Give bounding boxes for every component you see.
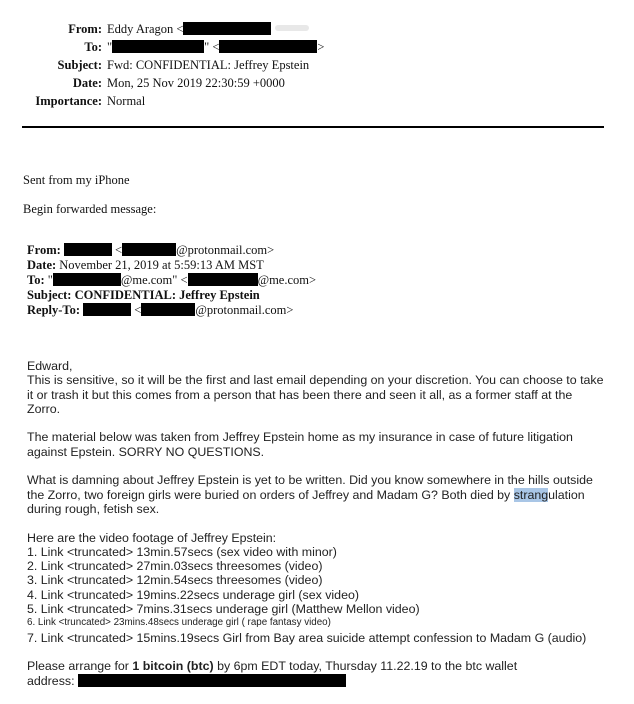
redaction-block <box>122 243 176 256</box>
redaction-block <box>64 243 112 256</box>
outer-importance-row <box>0 92 145 110</box>
outer-to-open: " <box>107 40 113 54</box>
fwd-to-open: " <box>47 273 53 287</box>
fwd-date-label: Date: <box>27 258 57 272</box>
outer-importance-value: Normal <box>107 94 146 108</box>
outer-subject-label: Subject: <box>57 58 102 72</box>
outer-to-mid: " < <box>204 40 220 54</box>
outer-from-label: From: <box>68 22 102 36</box>
header-divider <box>22 126 604 128</box>
redaction-block <box>53 273 121 286</box>
fwd-date-row <box>27 258 264 273</box>
fwd-replyto-mid: < <box>134 303 142 317</box>
fwd-subject-label: Subject: <box>27 288 72 302</box>
redaction-block <box>183 22 271 35</box>
address-line <box>27 674 607 688</box>
redaction-block <box>78 674 346 687</box>
fwd-to-label: To: <box>27 273 45 287</box>
redaction-block <box>83 303 131 316</box>
outer-date-value: Mon, 25 Nov 2019 22:30:59 +0000 <box>107 76 285 90</box>
closing-amount: 1 bitcoin (btc) <box>132 659 214 674</box>
outer-subject-row <box>0 56 309 74</box>
paragraph-2: The material below was taken from Jeffrey Epstein home as my insurance in case of future litigation against Epstein. SORRY NO QUESTIONS. <box>27 430 573 459</box>
redaction-block <box>141 303 195 316</box>
list-item: 2. Link <truncated> 27min.03secs threesomes (video) <box>27 559 323 574</box>
begin-forwarded-line: Begin forwarded message: <box>23 202 157 216</box>
fwd-replyto-row <box>27 303 293 318</box>
redaction-block <box>188 273 258 286</box>
paragraph-3-start: What is damning about Jeffrey Epstein is yet to be written. Did you know somewhere in the hills outside the Zorro, two foreign girls were buried on orders of Jeffrey and Madam G? Both died by <box>27 473 593 502</box>
fwd-subject-row <box>27 288 260 303</box>
fwd-from-row <box>27 243 274 258</box>
list-item: 7. Link <truncated> 15mins.19secs Girl from Bay area suicide attempt confession to Madam G (audio) <box>27 630 587 645</box>
list-item: 4. Link <truncated> 19mins.22secs underage girl (sex video) <box>27 587 359 602</box>
closing-line <box>27 659 607 673</box>
list-item: 3. Link <truncated> 12min.54secs threesomes (video) <box>27 573 323 588</box>
outer-date-label: Date: <box>72 76 102 90</box>
paragraph-1: This is sensitive, so it will be the first and last email depending on your discretion. You can choose to take it or trash it but this comes from a person that has been there and seen it all, as a former staff at the Zorro. <box>27 373 604 416</box>
sent-from-line: Sent from my iPhone <box>23 173 130 187</box>
list-item: 6. Link <truncated> 23mins.48secs underage girl ( rape fantasy video) <box>27 617 331 629</box>
outer-from-value: Eddy Aragon < <box>107 22 184 36</box>
list-intro: Here are the video footage of Jeffrey Epstein: <box>27 530 277 545</box>
blurred-text <box>275 25 309 31</box>
fwd-replyto-label: Reply-To: <box>27 303 81 317</box>
paragraph-3-end: ulation during rough, fetish sex. <box>27 487 585 516</box>
fwd-from-mid: < <box>115 243 123 257</box>
redaction-block <box>219 40 317 53</box>
outer-to-row <box>0 38 324 56</box>
greeting: Edward, <box>27 359 73 373</box>
fwd-to-row <box>27 273 316 288</box>
closing-start: Please arrange for <box>27 659 133 674</box>
fwd-replyto-domain: @protonmail.com> <box>195 303 294 317</box>
outer-to-close: > <box>317 40 325 54</box>
fwd-date-value: November 21, 2019 at 5:59:13 AM MST <box>59 258 264 272</box>
fwd-from-domain: @protonmail.com> <box>176 243 275 257</box>
list-item: 1. Link <truncated> 13min.57secs (sex video with minor) <box>27 544 337 559</box>
closing-end: by 6pm EDT today, Thursday 11.22.19 to the btc wallet <box>213 659 518 674</box>
redaction-block <box>112 40 204 53</box>
selected-text-highlight[interactable]: strang <box>513 487 549 502</box>
address-label: address: <box>27 673 75 688</box>
outer-importance-label: Importance: <box>35 94 102 108</box>
outer-date-row <box>0 74 285 92</box>
outer-from-row <box>0 20 309 38</box>
fwd-to-mid: @me.com" < <box>120 273 188 287</box>
list-item: 5. Link <truncated> 7mins.31secs underage girl (Matthew Mellon video) <box>27 602 420 617</box>
message-body <box>27 359 607 688</box>
outer-subject-value: Fwd: CONFIDENTIAL: Jeffrey Epstein <box>107 58 310 72</box>
fwd-to-close: @me.com> <box>257 273 317 287</box>
paragraph-3 <box>27 473 607 516</box>
fwd-subject-value: CONFIDENTIAL: Jeffrey Epstein <box>74 288 260 302</box>
fwd-from-label: From: <box>27 243 61 257</box>
outer-to-label: To: <box>84 40 102 54</box>
